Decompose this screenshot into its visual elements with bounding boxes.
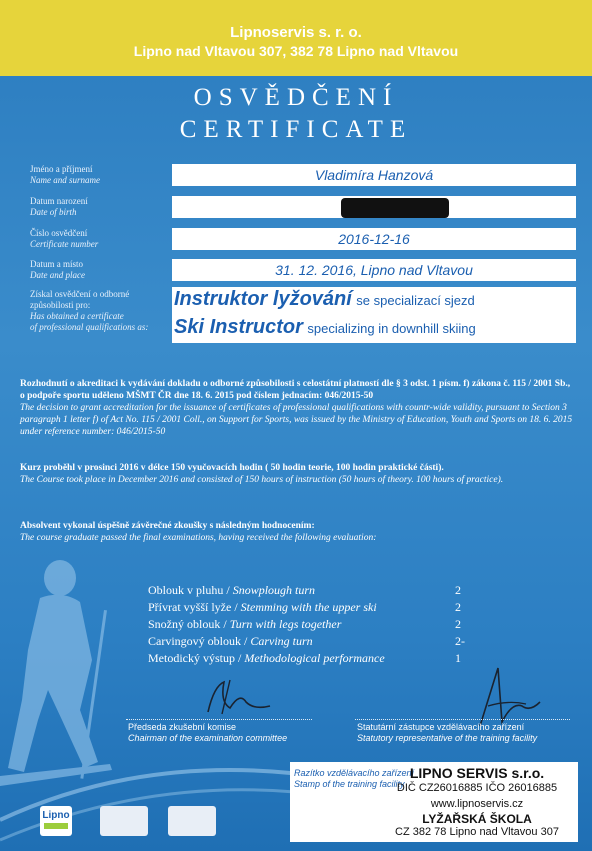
stamp-address: CZ 382 78 Lipno nad Vltavou 307 <box>395 826 559 838</box>
grade-value: 1 <box>455 651 461 665</box>
title-en: CERTIFICATE <box>179 116 413 143</box>
qualification-cz: Instruktor lyžování se specializací sjezd <box>174 288 475 310</box>
date-place-field: 31. 12. 2016, Lipno nad Vltavou <box>172 259 576 281</box>
certificate-number-label: Číslo osvědčení Certificate number <box>30 228 99 249</box>
birth-date-label: Datum narození Date of birth <box>30 196 88 217</box>
grade-value: 2 <box>455 617 461 631</box>
company-name: Lipnoservis s. r. o. <box>230 24 362 41</box>
stamp-school: LYŽAŘSKÁ ŠKOLA <box>422 812 532 826</box>
grade-row: Carvingový oblouk / Carving turn <box>148 634 313 648</box>
title-cz: OSVĚDČENÍ <box>193 84 399 111</box>
partner-logo <box>168 806 216 836</box>
course-text: Kurz proběhl v prosinci 2016 v délce 150 vyučovacích hodin ( 50 hodin teorie, 100 hodin praktické části). The Course took place in December 2016 and consisted of 150 hours of instruction (50 hours of theory. 100 hours of practice). <box>20 463 504 485</box>
stamp-web: www.lipnoservis.cz <box>430 798 524 810</box>
qualification-label: Získal osvědčení o odborné způsobilosti pro: Has obtained a certificate of professional qualifications as: <box>30 289 149 332</box>
redaction-block <box>341 198 449 218</box>
chairman-signature <box>200 672 280 720</box>
header-band <box>0 0 592 76</box>
stamp-area: Razítko vzdělávacího zařízení Stamp of the training facility LIPNO SERVIS s.r.o. DIČ CZ26016885 IČO 26016885 www.lipnoservis.cz LYŽAŘSKÁ ŠKOLA CZ 382 78 Lipno nad Vltavou 307 <box>290 762 578 842</box>
certificate-number-field: 2016-12-16 <box>172 228 576 250</box>
name-field: Vladimíra Hanzová <box>172 164 576 186</box>
grade-row: Snožný oblouk / Turn with legs together <box>148 617 342 631</box>
representative-signature-line <box>355 719 570 720</box>
chairman-signature-line <box>126 719 312 720</box>
date-place-label: Datum a místo Date and place <box>30 259 85 280</box>
grade-row: Oblouk v pluhu / Snowplough turn <box>148 583 316 597</box>
grade-value: 2- <box>455 634 465 648</box>
company-address: Lipno nad Vltavou 307, 382 78 Lipno nad Vltavou <box>133 43 459 59</box>
chairman-caption: Předseda zkušební komise Chairman of the examination committee <box>128 722 288 743</box>
accreditation-text: Rozhodnutí o akreditaci k vydávání dokladu o odborné způsobilosti s celostátní platností dle § 3 odst. 1 písm. f) zákona č. 115 / 2001 Sb., o podpoře sportu uděleno MŠMT ČR dne 18. 6. 2015 pod číslem jednacím: 046/2015-50 The decision to grant accreditation for the issuance of certificates of professional qualifications with countr-wide validity, pursuant to Section 3 paragraph 1 letter f) of Act No. 115 / 2001 Coll., on Support for Sports, was issued by the Ministry of Education, Youth and Sports on 18. 6. 2015 under reference number: 046/2015-50 <box>20 379 573 437</box>
exam-text: Absolvent vykonal úspěšně závěrečné zkoušky s následným hodnocením: The course graduate passed the final examinations, having received the following evaluation: <box>20 521 377 543</box>
grade-value: 2 <box>455 600 461 614</box>
qualification-en: Ski Instructor specializing in downhill skiing <box>174 316 476 338</box>
grade-value: 2 <box>455 583 461 597</box>
lipno-logo: Lipno <box>40 806 72 836</box>
representative-caption: Statutární zástupce vzdělávacího zařízení Statutory representative of the training facility <box>357 722 538 743</box>
partner-logo <box>100 806 148 836</box>
grade-row: Přívrat vyšší lyže / Stemming with the upper ski <box>148 600 377 614</box>
qualification-field <box>172 287 576 343</box>
name-label: Jméno a příjmení Name and surname <box>30 164 100 185</box>
stamp-company: LIPNO SERVIS s.r.o. <box>409 765 545 781</box>
grade-row: Metodický výstup / Methodological performance <box>148 651 385 665</box>
stamp-ids: DIČ CZ26016885 IČO 26016885 <box>396 782 558 794</box>
